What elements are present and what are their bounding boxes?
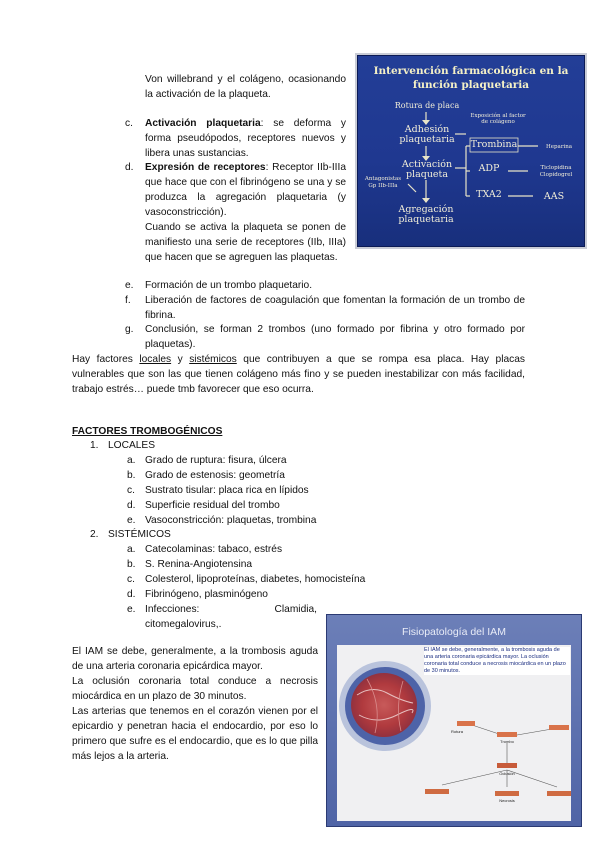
group-title bbox=[90, 438, 390, 453]
list-marker: 1. bbox=[90, 440, 99, 451]
drug-heparina: Heparina bbox=[545, 144, 573, 150]
list-item bbox=[127, 542, 410, 557]
node-activacion: Activación bbox=[401, 159, 453, 170]
list-item-b-continuation: Von willebrand y el colágeno, ocasionando la activación de la plaqueta. bbox=[145, 74, 346, 100]
group-title bbox=[90, 527, 410, 542]
list-marker: a. bbox=[127, 544, 136, 555]
list-item-f bbox=[125, 293, 525, 323]
list-text: Infecciones: bbox=[145, 604, 200, 615]
iam-paragraph bbox=[72, 644, 318, 764]
node-agregacion: plaquetaria bbox=[398, 214, 454, 225]
iam-p1: El IAM se debe, generalmente, a la trombosis aguda de una arteria coronaria epicárdica mayor. bbox=[72, 646, 318, 672]
heading-text: FACTORES TROMBOGÉNICOS bbox=[72, 426, 223, 437]
expresion-extra: Cuando se activa la plaqueta se ponen de manifiesto una serie de receptores (IIb, IIIa) que hacen que se agreguen las plaquetas. bbox=[145, 222, 346, 263]
expresion-term: Expresión de receptores bbox=[145, 162, 266, 173]
node-adhesion: plaquetaria bbox=[399, 134, 455, 145]
list-marker: d. bbox=[127, 589, 136, 600]
node-rotura: Rotura de placa bbox=[394, 101, 460, 110]
diagram-label: Oclusión bbox=[499, 771, 515, 776]
diagram-label: Trombo bbox=[500, 739, 514, 744]
list-item bbox=[127, 587, 410, 602]
group-title-text: SISTÉMICOS bbox=[108, 529, 171, 540]
drug-aas: AAS bbox=[543, 191, 565, 202]
list-text: Catecolaminas: tabaco, estrés bbox=[145, 544, 283, 555]
list-item-e bbox=[125, 278, 525, 293]
slide-fisiopatologia-iam bbox=[326, 614, 582, 827]
list-marker: b. bbox=[127, 470, 136, 481]
node-agregacion: Agregación bbox=[398, 204, 454, 215]
slide-text-box: El IAM se debe, generalmente, a la trombosis aguda de una arteria coronaria epicárdica mayor. La oclusión coronaria total conduce a necrosis miocárdica en un plazo de 30 minutos. bbox=[424, 647, 570, 675]
list-text: Fibrinógeno, plasminógeno bbox=[145, 589, 268, 600]
list-item-g bbox=[125, 322, 525, 352]
list-text: S. Renina-Angiotensina bbox=[145, 559, 253, 570]
drug-clopidogrel: Clopidogrel bbox=[539, 172, 573, 178]
list-text: Liberación de factores de coagulación que fomentan la formación de un trombo de fibrina. bbox=[145, 295, 525, 321]
list-text: Clamidia, bbox=[274, 604, 317, 615]
list-item bbox=[127, 468, 390, 483]
list-text: Sustrato tisular: placa rica en lípidos bbox=[145, 485, 309, 496]
list-marker: d. bbox=[125, 162, 134, 173]
list-marker: e. bbox=[127, 515, 136, 526]
list-item bbox=[127, 513, 390, 528]
list-item-d bbox=[125, 160, 346, 265]
list-text: Grado de ruptura: fisura, úlcera bbox=[145, 455, 287, 466]
expresion-desc: : Receptor IIb-IIIa que hace que con el fibrinógeno se una y se produzca la agregación plaquetaria (y vasoconstricción). bbox=[145, 162, 346, 218]
list-marker: c. bbox=[127, 574, 135, 585]
list-item-c bbox=[125, 116, 346, 161]
list-text: Superficie residual del trombo bbox=[145, 500, 280, 511]
group-locales bbox=[90, 438, 390, 528]
node-antagonistas: Antagonistas bbox=[364, 176, 402, 182]
list-text: Vasoconstricción: plaquetas, trombina bbox=[145, 515, 317, 526]
para-text: y bbox=[171, 354, 190, 365]
list-marker: e. bbox=[127, 604, 136, 615]
section-heading bbox=[72, 424, 372, 439]
drug-ticlopidina: Ticlopidina bbox=[540, 165, 572, 171]
node-txa2: TXA2 bbox=[476, 189, 502, 200]
locales-link: locales bbox=[139, 354, 172, 365]
diagram-label: Rotura bbox=[450, 729, 463, 734]
node-trombina: Trombina bbox=[470, 139, 518, 150]
list-item bbox=[127, 557, 410, 572]
list-text: Conclusión, se forman 2 trombos (uno formado por fibrina y otro formado por plaquetas). bbox=[145, 324, 525, 350]
list-text: Grado de estenosis: geometría bbox=[145, 470, 285, 481]
node-adhesion: Adhesión bbox=[404, 124, 450, 135]
list-marker: c. bbox=[125, 118, 133, 129]
node-activacion: plaqueta bbox=[405, 169, 449, 180]
list-text: citomegalovirus,. bbox=[145, 619, 222, 630]
list-item bbox=[127, 572, 410, 587]
list-item bbox=[127, 498, 390, 513]
list-marker: b. bbox=[127, 559, 136, 570]
list-marker: e. bbox=[125, 280, 134, 291]
slide-title: función plaquetaria bbox=[412, 79, 530, 91]
para-text: Hay factores bbox=[72, 354, 140, 365]
activacion-desc: : se deforma y forma pseudópodos, receptores nuevos y libera unas sustancias. bbox=[145, 118, 346, 159]
list-marker: d. bbox=[127, 500, 136, 511]
node-exposicion: Exposición al factor de colágeno bbox=[470, 113, 526, 125]
list-marker: c. bbox=[127, 485, 135, 496]
para-text: que contribuyen a que se rompa esa placa. Hay placas vulnerables que son las que tienen colágeno más fino y se pueden inestabilizar con más facilidad, trabajo estrés… puede tmb favorecer que eso ocurra. bbox=[72, 354, 525, 395]
list-item bbox=[127, 453, 390, 468]
sistemicos-link: sistémicos bbox=[189, 354, 237, 365]
list-item-infecciones bbox=[127, 602, 317, 632]
paragraph-factores bbox=[72, 352, 525, 397]
node-antagonistas: Gp IIb-IIIa bbox=[368, 183, 398, 189]
list-item bbox=[127, 483, 390, 498]
list-marker: f. bbox=[125, 295, 131, 306]
slide-title: Fisiopatología del IAM bbox=[402, 626, 506, 638]
diagram-label: Necrosis bbox=[499, 798, 515, 803]
list-marker: a. bbox=[127, 455, 136, 466]
list-text: Formación de un trombo plaquetario. bbox=[145, 280, 313, 291]
slide-title: Intervención farmacológica en la bbox=[373, 65, 569, 77]
iam-p3: Las arterias que tenemos en el corazón vienen por el epicardio y penetran hacia el endocardio, por eso lo primero que sufre es el endocardio, que es lo que pilla más lejos a la arteria. bbox=[72, 706, 318, 762]
list-marker: 2. bbox=[90, 529, 99, 540]
list-marker: g. bbox=[125, 324, 134, 335]
group-title-text: LOCALES bbox=[108, 440, 155, 451]
iam-p2: La oclusión coronaria total conduce a necrosis miocárdica en un plazo de 30 minutos. bbox=[72, 676, 318, 702]
slide-intervencion-farmacologica bbox=[357, 55, 585, 247]
activacion-term: Activación plaquetaria bbox=[145, 118, 261, 129]
list-text: Colesterol, lipoproteínas, diabetes, homocisteína bbox=[145, 574, 366, 585]
node-adp: ADP bbox=[478, 163, 500, 174]
